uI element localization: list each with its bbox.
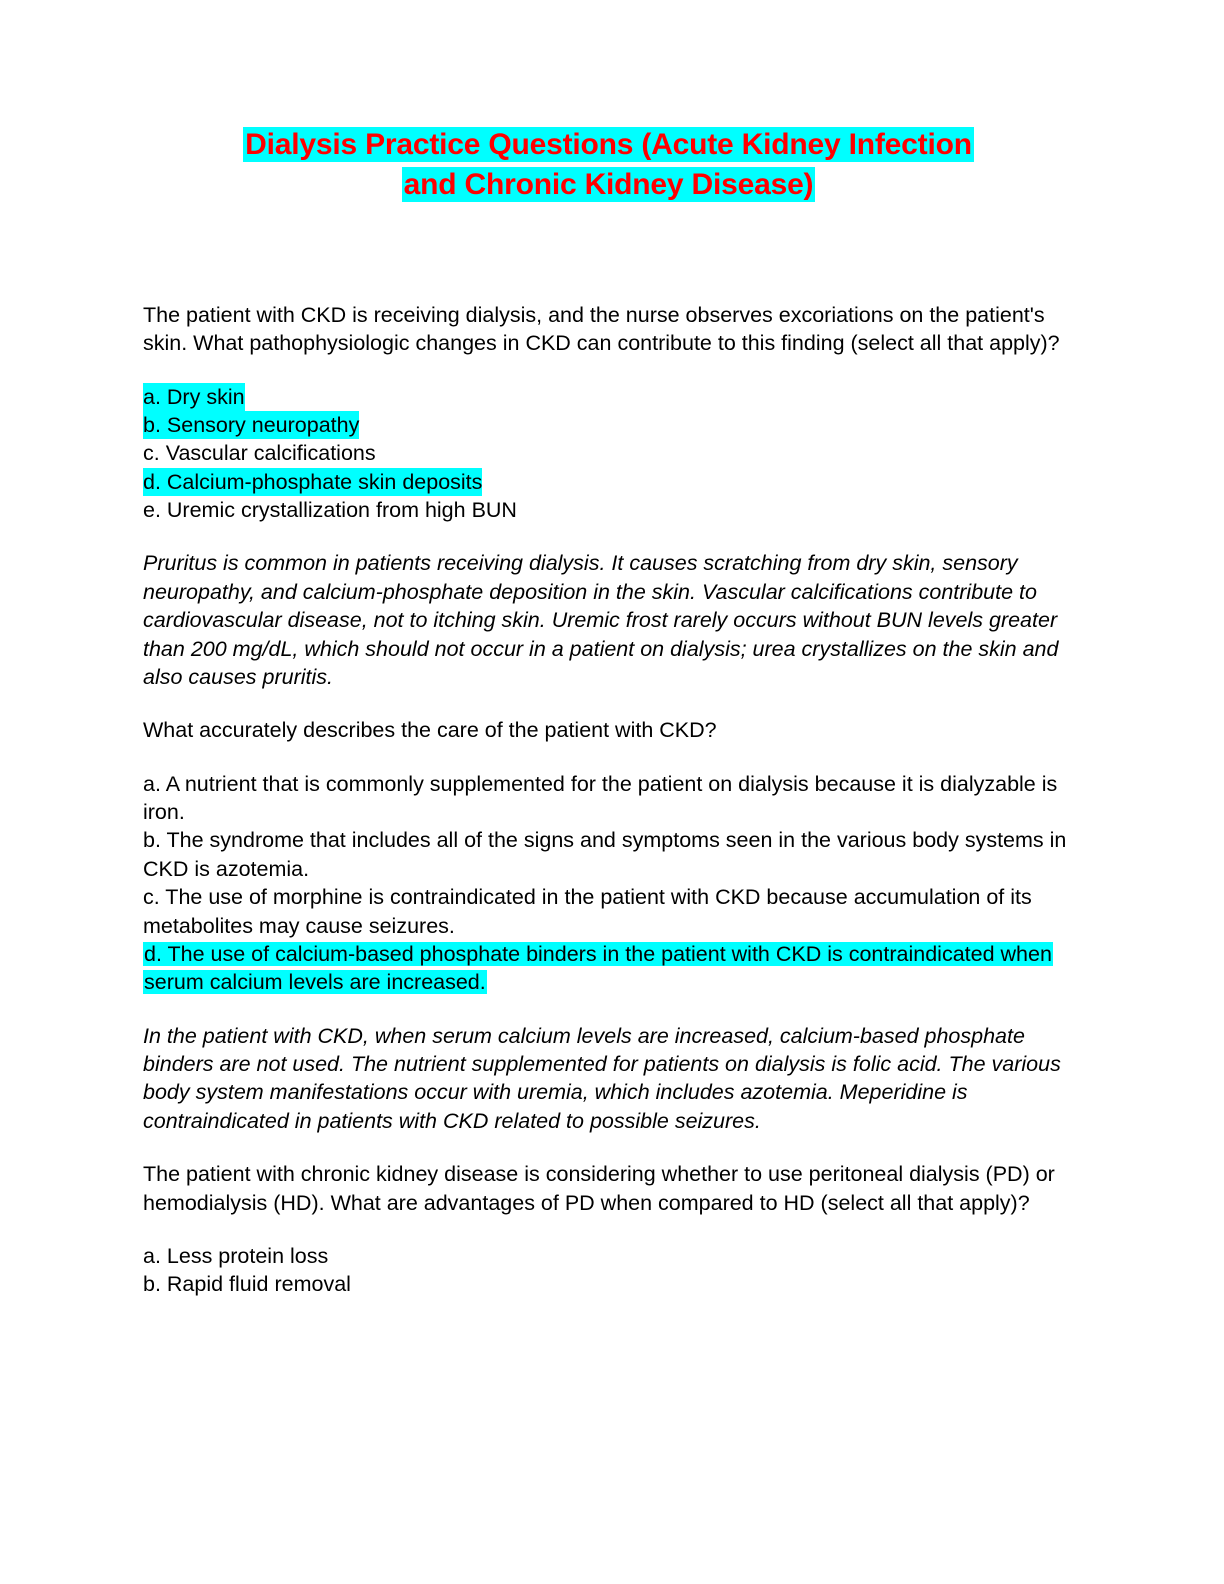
spacer [143, 524, 1074, 549]
option-item [143, 940, 1074, 997]
question-1-stem: The patient with CKD is receiving dialysis, and the nurse observes excoriations on the patient's skin. What pathophysiologic changes in CKD can contribute to this finding (select all that apply)? [143, 302, 1060, 356]
page-title-line-2: and Chronic Kidney Disease) [403, 167, 814, 201]
spacer [143, 358, 1074, 383]
option-item: a. A nutrient that is commonly supplemented for the patient on dialysis because it is dialyzable is iron. [143, 771, 1058, 825]
page-title [143, 125, 1074, 205]
option-item: c. The use of morphine is contraindicated in the patient with CKD because accumulation of its metabolites may cause seizures. [143, 885, 1032, 938]
option-item: a. Less protein loss [143, 1243, 329, 1268]
option-item [143, 496, 1074, 524]
question-1-options [143, 383, 1074, 525]
spacer [143, 1135, 1074, 1160]
question-2-rationale: In the patient with CKD, when serum calcium levels are increased, calcium-based phosphate binders are not used. The nutrient supplemented for patients on dialysis is folic acid. The various body system manifestations occur with uremia, which includes azotemia. Meperidine is contraindicated in patients with CKD related to possible seizures. [143, 1023, 1061, 1133]
question-3-options [143, 1242, 1074, 1299]
question-3-stem: The patient with chronic kidney disease is considering whether to use peritoneal dialysis (PD) or hemodialysis (HD). What are advantages of PD when compared to HD (select all that apply)? [143, 1162, 1055, 1215]
option-item: b. Rapid fluid removal [143, 1272, 351, 1297]
question-2-stem: What accurately describes the care of the patient with CKD? [143, 718, 717, 743]
option-item [143, 468, 1074, 496]
option-item: b. The syndrome that includes all of the signs and symptoms seen in the various body systems in CKD is azotemia. [143, 828, 1067, 881]
option-text: a. Dry skin [143, 383, 245, 411]
page-title-line-1: Dialysis Practice Questions (Acute Kidney Infection [245, 128, 972, 161]
option-text: c. Vascular calcifications [143, 441, 376, 466]
spacer [143, 997, 1074, 1022]
question-2-options [143, 770, 1074, 997]
option-item [143, 439, 1074, 467]
spacer [143, 745, 1074, 770]
option-item [143, 383, 1074, 411]
question-1-rationale: Pruritus is common in patients receiving dialysis. It causes scratching from dry skin, sensory neuropathy, and calcium-phosphate deposition in the skin. Vascular calcifications contribute to cardiovascular disease, not to itching skin. Uremic frost rarely occurs without BUN levels greater than 200 mg/dL, which should not occur in a patient on dialysis; urea crystallizes on the skin and also causes pruritis. [143, 551, 1059, 689]
option-item [143, 411, 1074, 439]
spacer [143, 691, 1074, 716]
document-body [143, 301, 1074, 1299]
option-text: d. Calcium-phosphate skin deposits [143, 468, 482, 496]
spacer [143, 1217, 1074, 1242]
option-text: d. The use of calcium-based phosphate binders in the patient with CKD is contraindicated when serum calcium levels are increased. [144, 941, 1052, 995]
option-text: b. Sensory neuropathy [143, 411, 359, 439]
option-text: e. Uremic crystallization from high BUN [143, 498, 517, 523]
